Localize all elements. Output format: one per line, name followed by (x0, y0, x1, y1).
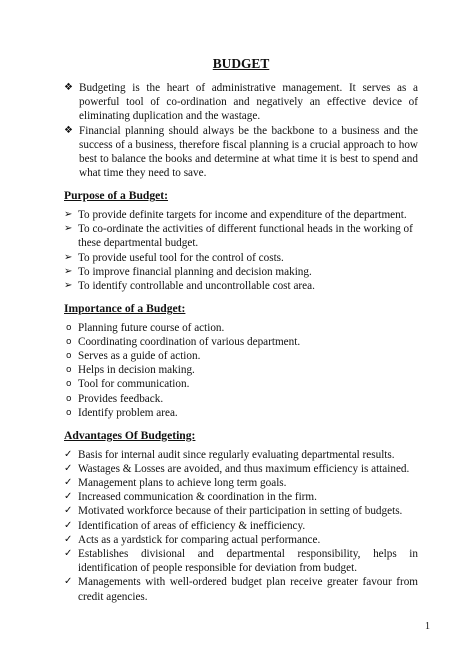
checkmark-bullet-icon: ✓ (64, 547, 73, 559)
arrow-bullet-icon: ➢ (64, 251, 73, 263)
list-item-text: Establishes divisional and departmental responsibility, helps in identification of people responsible for deviation from budget. (78, 547, 418, 575)
circle-bullet-icon: o (66, 336, 72, 347)
list-item (64, 251, 418, 265)
intro-list (64, 81, 418, 180)
list-item (64, 504, 418, 518)
list-item-text: Managements with well-ordered budget plan receive greater favour from credit agencies. (78, 576, 418, 603)
list-item-text: Increased communication & coordination in the firm. (78, 491, 317, 504)
diamond-bullet-icon: ❖ (64, 124, 73, 136)
checkmark-bullet-icon: ✓ (64, 505, 73, 517)
list-item-text: To identify controllable and uncontrollable cost area. (78, 279, 315, 292)
circle-bullet-icon: o (66, 407, 72, 418)
list-item (64, 208, 418, 222)
list-item-text: To provide useful tool for the control of costs. (78, 251, 284, 264)
checkmark-bullet-icon: ✓ (64, 462, 73, 474)
diamond-bullet-icon: ❖ (64, 82, 73, 93)
list-item-text: Planning future course of action. (78, 321, 225, 334)
list-item (64, 547, 418, 575)
list-item-text: To improve financial planning and decision making. (78, 265, 312, 278)
list-item (64, 448, 418, 462)
circle-bullet-icon: o (66, 365, 72, 376)
list-item-text: Serves as a guide of action. (78, 350, 201, 363)
list-item (64, 490, 418, 504)
list-item-text: Wastages & Losses are avoided, and thus maximum efficiency is attained. (78, 462, 410, 475)
list-item (64, 363, 418, 377)
list-item (64, 124, 418, 181)
checkmark-bullet-icon: ✓ (64, 476, 73, 488)
arrow-bullet-icon: ➢ (64, 208, 73, 220)
page-number: 1 (425, 621, 430, 632)
list-item-text: Basis for internal audit since regularly evaluating departmental results. (78, 448, 395, 461)
list-item (64, 575, 418, 603)
list-item (64, 81, 418, 124)
list-item-text: Motivated workforce because of their participation in setting of budgets. (78, 505, 403, 518)
circle-bullet-icon: o (66, 393, 72, 404)
list-item (64, 222, 418, 250)
list-item (64, 279, 418, 293)
advantages-list (64, 448, 418, 604)
list-item (64, 519, 418, 533)
list-item (64, 349, 418, 363)
list-item-text: Management plans to achieve long term goals. (78, 476, 287, 489)
arrow-bullet-icon: ➢ (64, 223, 73, 235)
list-item-text: Acts as a yardstick for comparing actual performance. (78, 533, 321, 546)
page-title: BUDGET (212, 56, 270, 71)
checkmark-bullet-icon: ✓ (64, 533, 73, 545)
list-item (64, 321, 418, 335)
list-item-text: Identification of areas of efficiency & inefficiency. (78, 519, 306, 532)
list-item (64, 533, 418, 547)
list-item (64, 377, 418, 391)
importance-list (64, 321, 418, 420)
list-item-text: Helps in decision making. (78, 364, 195, 377)
circle-bullet-icon: o (66, 379, 72, 390)
importance-heading: Importance of a Budget: (64, 302, 186, 316)
checkmark-bullet-icon: ✓ (64, 519, 73, 531)
circle-bullet-icon: o (66, 351, 72, 362)
checkmark-bullet-icon: ✓ (64, 576, 73, 588)
intro-text: Budgeting is the heart of administrative management. It serves as a powerful tool of co-ordination and negatively an effective device of eliminating duplication and the wastage. (79, 82, 418, 123)
circle-bullet-icon: o (66, 322, 72, 333)
list-item (64, 265, 418, 279)
list-item (64, 462, 418, 476)
list-item-text: Tool for communication. (78, 378, 190, 391)
list-item-text: To co-ordinate the activities of different functional heads in the working of these departmental budget. (78, 223, 413, 250)
list-item-text: Identify problem area. (78, 406, 178, 419)
arrow-bullet-icon: ➢ (64, 265, 73, 277)
list-item-text: To provide definite targets for income and expenditure of the department. (78, 208, 407, 221)
list-item-text: Coordinating coordination of various department. (78, 335, 301, 348)
checkmark-bullet-icon: ✓ (64, 448, 73, 460)
purpose-heading: Purpose of a Budget: (64, 189, 169, 203)
list-item (64, 392, 418, 406)
list-item-text: Provides feedback. (78, 392, 164, 405)
advantages-heading: Advantages Of Budgeting: (64, 429, 196, 443)
checkmark-bullet-icon: ✓ (64, 491, 73, 503)
list-item (64, 335, 418, 349)
list-item (64, 406, 418, 420)
list-item (64, 476, 418, 490)
arrow-bullet-icon: ➢ (64, 279, 73, 291)
purpose-list (64, 208, 418, 293)
intro-text: Financial planning should always be the backbone to a business and the success of a business, therefore fiscal planning is a crucial approach to how best to balance the books and determine at what time it is best to spend and what time they need to save. (79, 124, 418, 180)
